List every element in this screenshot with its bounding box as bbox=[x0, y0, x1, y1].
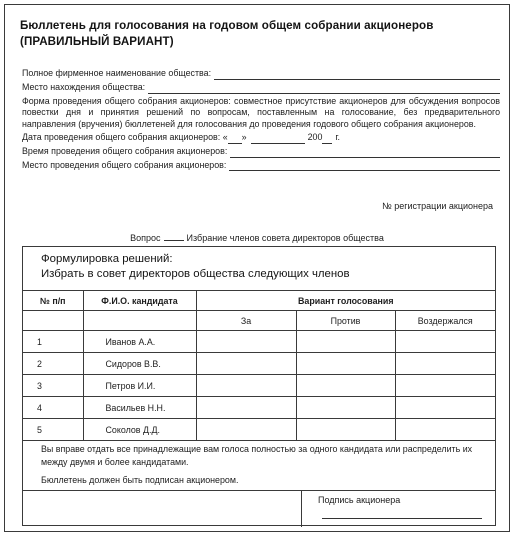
title-line-1: Бюллетень для голосования на годовом общем собрании акционеров bbox=[20, 19, 434, 32]
candidate-name: Петров И.И. bbox=[83, 375, 196, 397]
meeting-form-text: Форма проведения общего собрания акционеров: совместное присутствие акционеров для обсуждения вопросов повестки дня и принятия решений по вопросам, поставленным на голосование, без предварительного направления (вручения) бюллетеней для голосования до проведения годового общего собрания акционеров. bbox=[22, 95, 500, 130]
question-prefix: Вопрос bbox=[130, 233, 161, 243]
table-subheader-row bbox=[23, 311, 495, 331]
vote-for-cell[interactable] bbox=[196, 397, 296, 419]
column-header-abstain: Воздержался bbox=[395, 311, 495, 331]
place-row bbox=[22, 160, 500, 172]
registration-number-label: № регистрации акционера bbox=[382, 201, 493, 211]
decision-heading-line-1: Формулировка решений: bbox=[41, 253, 173, 265]
company-name-row bbox=[22, 68, 500, 80]
instruction-signature-required: Бюллетень должен быть подписан акционером. bbox=[41, 475, 239, 485]
place-blank[interactable] bbox=[229, 161, 500, 171]
date-day-blank[interactable] bbox=[228, 134, 242, 144]
company-name-label: Полное фирменное наименование общества: bbox=[22, 68, 212, 78]
vote-abstain-cell[interactable] bbox=[395, 375, 495, 397]
time-row bbox=[22, 146, 500, 158]
vote-against-cell[interactable] bbox=[296, 331, 395, 353]
location-row bbox=[22, 82, 500, 94]
document-title bbox=[20, 18, 500, 50]
candidate-name: Соколов Д.Д. bbox=[83, 419, 196, 441]
vote-abstain-cell[interactable] bbox=[395, 353, 495, 375]
date-suffix: г. bbox=[335, 131, 341, 142]
time-label: Время проведения общего собрания акционеров: bbox=[22, 145, 228, 156]
vote-for-cell[interactable] bbox=[196, 353, 296, 375]
vote-against-cell[interactable] bbox=[296, 353, 395, 375]
table-row bbox=[23, 419, 495, 441]
vote-for-cell[interactable] bbox=[196, 331, 296, 353]
candidate-name: Васильев Н.Н. bbox=[83, 397, 196, 419]
vote-abstain-cell[interactable] bbox=[395, 397, 495, 419]
signature-label: Подпись акционера bbox=[318, 495, 401, 505]
column-header-for: За bbox=[196, 311, 296, 331]
subheader-empty-number bbox=[23, 311, 83, 331]
question-number-blank[interactable] bbox=[164, 231, 184, 241]
candidate-number: 5 bbox=[23, 419, 83, 441]
candidate-name: Иванов А.А. bbox=[83, 331, 196, 353]
decision-heading bbox=[41, 252, 350, 282]
date-month-blank[interactable] bbox=[251, 134, 305, 144]
vote-against-cell[interactable] bbox=[296, 375, 395, 397]
subheader-empty-name bbox=[83, 311, 196, 331]
table-row bbox=[23, 353, 495, 375]
place-label: Место проведения общего собрания акционеров: bbox=[22, 159, 227, 170]
vote-abstain-cell[interactable] bbox=[395, 419, 495, 441]
decision-heading-line-2: Избрать в совет директоров общества следующих членов bbox=[41, 268, 350, 280]
instructions bbox=[41, 443, 481, 493]
signature-section bbox=[23, 490, 495, 527]
date-year: 200 bbox=[307, 131, 323, 142]
candidate-number: 3 bbox=[23, 375, 83, 397]
table-header-row bbox=[23, 291, 495, 311]
company-name-blank[interactable] bbox=[214, 70, 500, 80]
question-line bbox=[5, 231, 509, 243]
signature-cell bbox=[301, 491, 496, 527]
column-header-number: № п/п bbox=[23, 291, 83, 311]
title-line-2: (ПРАВИЛЬНЫЙ ВАРИАНТ) bbox=[20, 35, 174, 48]
candidate-name: Сидоров В.В. bbox=[83, 353, 196, 375]
column-header-variant: Вариант голосования bbox=[196, 291, 495, 311]
column-header-name: Ф.И.О. кандидата bbox=[83, 291, 196, 311]
candidate-number: 1 bbox=[23, 331, 83, 353]
vote-against-cell[interactable] bbox=[296, 419, 395, 441]
table-row bbox=[23, 375, 495, 397]
vote-for-cell[interactable] bbox=[196, 375, 296, 397]
date-label: Дата проведения общего собрания акционеров: « bbox=[22, 131, 228, 142]
time-blank[interactable] bbox=[230, 148, 500, 158]
vote-for-cell[interactable] bbox=[196, 419, 296, 441]
vote-abstain-cell[interactable] bbox=[395, 331, 495, 353]
date-quote-close: » bbox=[241, 131, 247, 142]
ballot-document bbox=[4, 4, 510, 532]
candidate-number: 2 bbox=[23, 353, 83, 375]
location-blank[interactable] bbox=[148, 84, 500, 94]
instruction-distribution: Вы вправе отдать все принадлежащие вам голоса полностью за одного кандидата или распределить их между двумя и более кандидатами. bbox=[41, 444, 473, 467]
meeting-details bbox=[22, 68, 500, 171]
question-text: Избрание членов совета директоров общества bbox=[186, 233, 384, 243]
signature-line[interactable] bbox=[322, 518, 482, 519]
date-year-blank[interactable] bbox=[322, 134, 332, 144]
vote-against-cell[interactable] bbox=[296, 397, 395, 419]
voting-table bbox=[23, 290, 495, 441]
table-row bbox=[23, 397, 495, 419]
location-label: Место нахождения общества: bbox=[22, 81, 146, 92]
column-header-against: Против bbox=[296, 311, 395, 331]
ballot-box bbox=[22, 246, 496, 526]
date-row bbox=[22, 132, 500, 144]
table-row bbox=[23, 331, 495, 353]
candidate-number: 4 bbox=[23, 397, 83, 419]
